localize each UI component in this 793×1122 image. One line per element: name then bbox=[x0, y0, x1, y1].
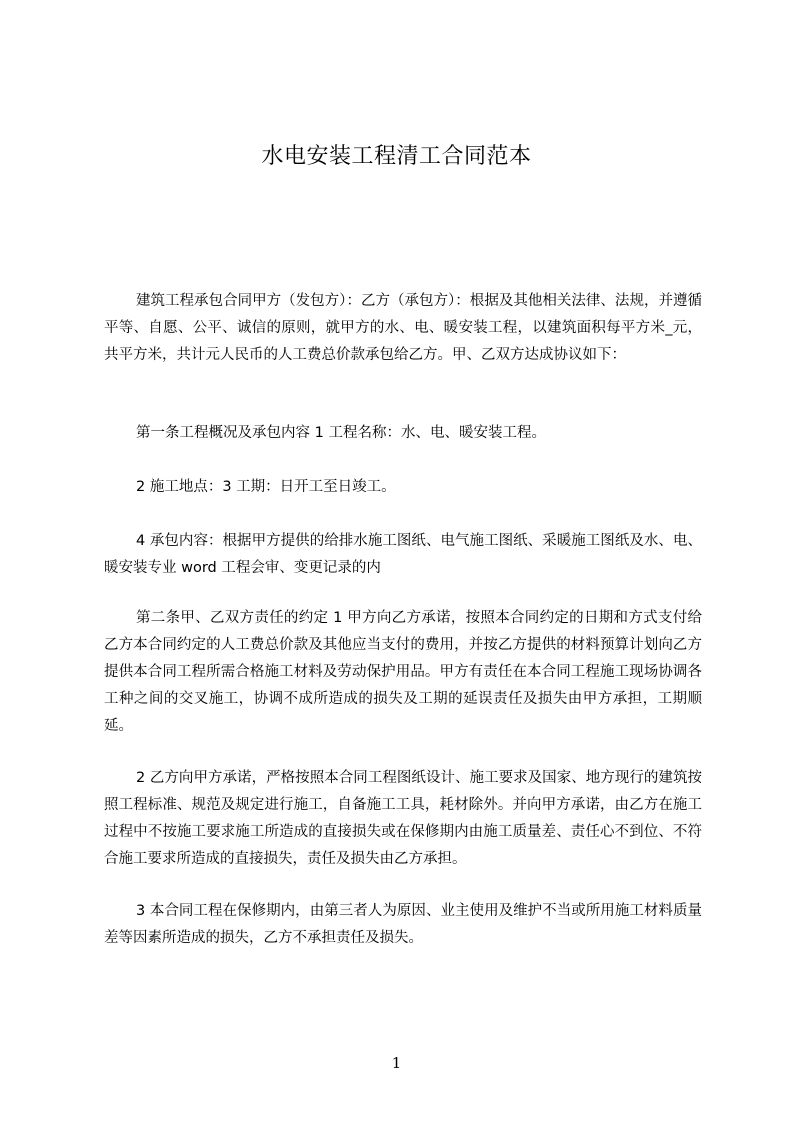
paragraph-article-2-party-a: 第二条甲、乙双方责任的约定 1 甲方向乙方承诺，按照本合同约定的日期和方式支付给乙方本合同约定的人工费总价款及其他应当支付的费用，并按乙方提供的材料预算计划向乙方提供本合同工程所需合格施工材料及劳动保护用品。甲方有责任在本合同工程施工现场协调各工种之间的交叉施工，协调不成所造成的损失及工期的延误责任及损失由甲方承担，工期顺延。 bbox=[104, 610, 702, 734]
document-title: 水电安装工程清工合同范本 bbox=[261, 144, 532, 169]
paragraph-article-1-project-name: 第一条工程概况及承包内容 1 工程名称：水、电、暖安装工程。 bbox=[136, 425, 546, 441]
page-number: 1 bbox=[391, 1054, 402, 1072]
paragraph-warranty-liability: 3 本合同工程在保修期内，由第三者人为原因、业主使用及维护不当或所用施工材料质量差等因素所造成的损失，乙方不承担责任及损失。 bbox=[104, 903, 702, 946]
paragraph-construction-site-period: 2 施工地点：3 工期：日开工至日竣工。 bbox=[136, 479, 396, 495]
paragraph-contract-scope: 4 承包内容：根据甲方提供的给排水施工图纸、电气施工图纸、采暖施工图纸及水、电、暖安装专业 word 工程会审、变更记录的内 bbox=[104, 533, 702, 576]
paragraph-preamble: 建筑工程承包合同甲方（发包方）：乙方（承包方）：根据及其他相关法律、法规，并遵循平等、自愿、公平、诚信的原则，就甲方的水、电、暖安装工程，以建筑面积每平方米_元，共平方米，共计元人民币的人工费总价款承包给乙方。甲、乙双方达成协议如下： bbox=[104, 293, 702, 363]
paragraph-party-b-commitment: 2 乙方向甲方承诺，严格按照本合同工程图纸设计、施工要求及国家、地方现行的建筑按照工程标准、规范及规定进行施工，自备施工工具，耗材除外。并向甲方承诺，由乙方在施工过程中不按施工要求施工所造成的直接损失或在保修期内由施工质量差、责任心不到位、不符合施工要求所造成的直接损失，责任及损失由乙方承担。 bbox=[104, 770, 702, 867]
